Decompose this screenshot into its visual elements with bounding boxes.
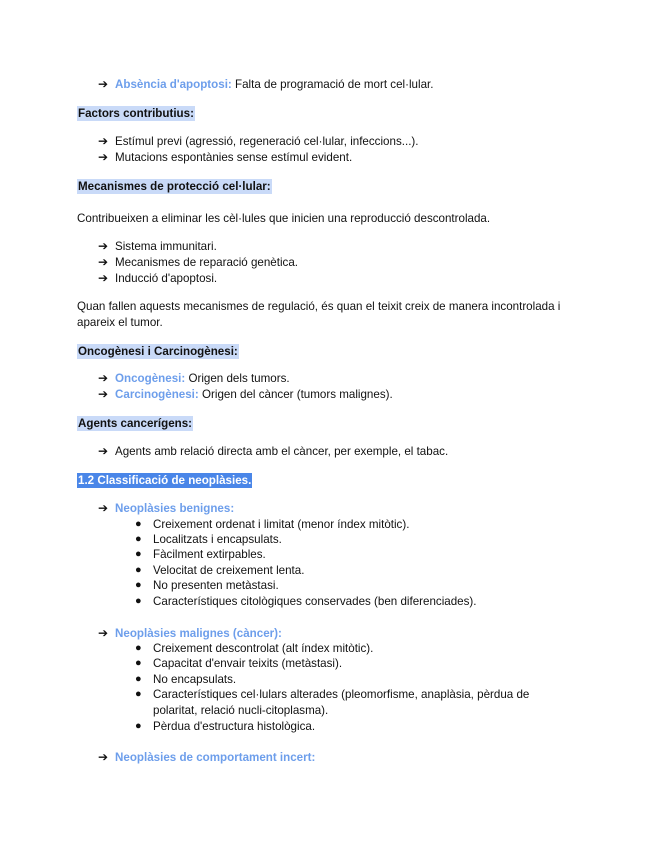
list-item: No presenten metàstasi. bbox=[153, 579, 279, 592]
section-heading: Agents cancerígens: bbox=[78, 417, 193, 430]
list-item: Fàcilment extirpables. bbox=[153, 548, 266, 561]
subsection-title: Neoplàsies malignes (càncer): bbox=[115, 627, 282, 640]
paragraph: apareix el tumor. bbox=[77, 316, 163, 329]
section-heading: Factors contributius: bbox=[78, 107, 194, 120]
arrow-icon: ➔ bbox=[98, 444, 109, 458]
paragraph: Quan fallen aquests mecanismes de regulació, és quan el teixit creix de manera incontrolada i bbox=[77, 300, 561, 313]
list-item-continuation: polaritat, relació nucli-citoplasma). bbox=[153, 704, 329, 717]
bullet-icon: ● bbox=[135, 595, 142, 607]
list-item: Mecanismes de reparació genètica. bbox=[115, 256, 299, 269]
bullet-icon: ● bbox=[135, 564, 142, 576]
section-heading-major: 1.2 Classificació de neoplàsies. bbox=[78, 474, 252, 487]
list-item bbox=[115, 371, 290, 386]
term-text: Origen dels tumors. bbox=[185, 372, 290, 385]
arrow-icon: ➔ bbox=[98, 255, 109, 269]
bullet-icon: ● bbox=[135, 579, 142, 591]
bullet-icon: ● bbox=[135, 673, 142, 685]
list-item: Creixement descontrolat (alt índex mitòtic). bbox=[153, 642, 374, 655]
term-label: Absència d'apoptosi: bbox=[115, 78, 232, 91]
term-text: Falta de programació de mort cel·lular. bbox=[231, 78, 434, 91]
list-item bbox=[115, 387, 393, 402]
list-item: Capacitat d'envair teixits (metàstasi). bbox=[153, 657, 343, 670]
arrow-icon: ➔ bbox=[98, 387, 109, 401]
list-item: Velocitat de creixement lenta. bbox=[153, 564, 305, 577]
subsection-title: Neoplàsies benignes: bbox=[115, 502, 235, 515]
list-item: Característiques cel·lulars alterades (pleomorfisme, anaplàsia, pèrdua de bbox=[153, 688, 530, 701]
arrow-icon: ➔ bbox=[98, 134, 109, 148]
list-item: Sistema immunitari. bbox=[115, 240, 217, 253]
list-item bbox=[115, 77, 433, 92]
bullet-icon: ● bbox=[135, 642, 142, 654]
section-heading: Mecanismes de protecció cel·lular: bbox=[78, 180, 271, 193]
list-item: Mutacions espontànies sense estímul evident. bbox=[115, 151, 353, 164]
list-item: Estímul previ (agressió, regeneració cel·lular, infeccions...). bbox=[115, 135, 419, 148]
bullet-icon: ● bbox=[135, 720, 142, 732]
paragraph: Contribueixen a eliminar les cèl·lules que inicien una reproducció descontrolada. bbox=[77, 212, 491, 225]
arrow-icon: ➔ bbox=[98, 77, 109, 91]
arrow-icon: ➔ bbox=[98, 271, 109, 285]
section-heading: Oncogènesi i Carcinogènesi: bbox=[78, 345, 238, 358]
arrow-icon: ➔ bbox=[98, 150, 109, 164]
term-text: Origen del càncer (tumors malignes). bbox=[198, 388, 393, 401]
list-item: Inducció d'apoptosi. bbox=[115, 272, 218, 285]
bullet-icon: ● bbox=[135, 533, 142, 545]
bullet-icon: ● bbox=[135, 688, 142, 700]
arrow-icon: ➔ bbox=[98, 371, 109, 385]
term-label: Oncogènesi: bbox=[115, 372, 186, 385]
arrow-icon: ➔ bbox=[98, 626, 109, 640]
bullet-icon: ● bbox=[135, 548, 142, 560]
list-item: Creixement ordenat i limitat (menor índex mitòtic). bbox=[153, 518, 410, 531]
list-item: Característiques citològiques conservades (ben diferenciades). bbox=[153, 595, 477, 608]
bullet-icon: ● bbox=[135, 657, 142, 669]
list-item: Agents amb relació directa amb el càncer, per exemple, el tabac. bbox=[115, 445, 449, 458]
arrow-icon: ➔ bbox=[98, 501, 109, 515]
subsection-title: Neoplàsies de comportament incert: bbox=[115, 751, 316, 764]
arrow-icon: ➔ bbox=[98, 750, 109, 764]
list-item: Pèrdua d'estructura histològica. bbox=[153, 720, 316, 733]
list-item: Localitzats i encapsulats. bbox=[153, 533, 282, 546]
list-item: No encapsulats. bbox=[153, 673, 237, 686]
bullet-icon: ● bbox=[135, 518, 142, 530]
term-label: Carcinogènesi: bbox=[115, 388, 199, 401]
arrow-icon: ➔ bbox=[98, 239, 109, 253]
